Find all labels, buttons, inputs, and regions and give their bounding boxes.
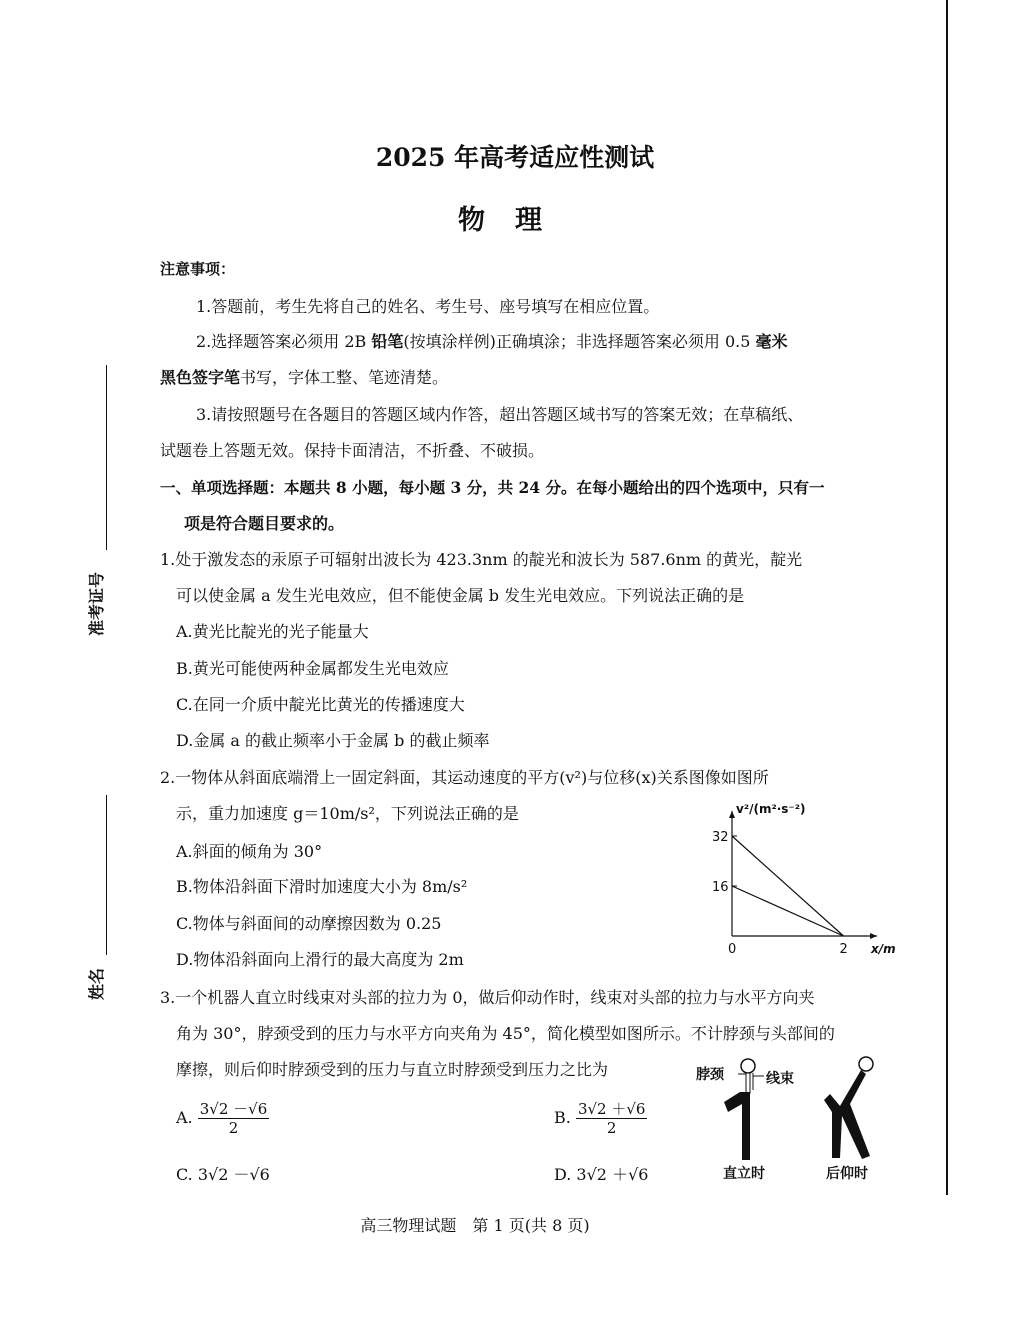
upright-head — [741, 1059, 755, 1073]
note-2a-pre: 2.选择题答案必须用 2B — [196, 332, 372, 351]
note-2b — [160, 367, 448, 389]
exam-title: 2025 年高考适应性测试 — [375, 143, 655, 172]
exam-no-label: 准考证号 — [87, 571, 106, 636]
x-axis-label: x/m — [871, 942, 896, 956]
q2-option-a: A.斜面的倾角为 30° — [176, 842, 323, 861]
series-line-2 — [732, 886, 844, 936]
note-3a: 3.请按照题号在各题目的答题区域内作答，超出答题区域书写的答案无效；在草稿纸、 — [196, 405, 804, 424]
note-2b-bold: 黑色签字笔 — [160, 368, 241, 387]
section1-line1: 一、单项选择题：本题共 8 小题，每小题 3 分，共 24 分。在每小题给出的四个选项中，只有一 — [160, 478, 825, 497]
subject-title: 物理 — [458, 205, 572, 236]
q3-stem-3: 摩擦，则后仰时脖颈受到的压力与直立时脖颈受到压力之比为 — [176, 1060, 609, 1079]
q2-option-d: D.物体沿斜面向上滑行的最大高度为 2m — [176, 950, 464, 969]
x-tick-label: 2 — [839, 942, 848, 957]
upright-body — [724, 1092, 750, 1160]
series-line-1 — [732, 836, 844, 936]
y-tick-label: 16 — [712, 880, 729, 895]
q1-stem-1: 1.处于激发态的汞原子可辐射出波长为 423.3nm 的靛光和波长为 587.6nm 的黄光，靛光 — [160, 550, 803, 569]
note-2a-mid: (按填涂样例)正确填涂；非选择题答案必须用 0.5 — [403, 332, 756, 351]
note-2b-rest: 书写，字体工整、笔迹清楚。 — [240, 368, 449, 387]
q3-option-d: D. 3√2 ＋√6 — [554, 1165, 649, 1184]
label-upright: 直立时 — [723, 1166, 765, 1182]
q1-stem-2: 可以使金属 a 发生光电效应，但不能使金属 b 发生光电效应。下列说法正确的是 — [176, 586, 745, 605]
q3-option-a-den: 2 — [228, 1119, 239, 1137]
robot-figure — [690, 1052, 890, 1187]
x-axis-arrow — [870, 933, 877, 939]
q3-option-a-num: 3√2 －√6 — [199, 1100, 268, 1118]
q3-option-a-fraction — [198, 1100, 270, 1137]
label-lean: 后仰时 — [826, 1166, 868, 1182]
q1-option-c: C.在同一介质中靛光比黄光的传播速度大 — [176, 695, 465, 714]
note-2a-bold1: 铅笔 — [371, 332, 404, 351]
section1-line2: 项是符合题目要求的。 — [184, 514, 345, 533]
lean-body — [824, 1070, 870, 1159]
q3-option-b-label: B. — [554, 1108, 571, 1127]
name-label: 姓名 — [87, 967, 106, 1000]
y-axis-arrow — [729, 811, 735, 818]
q1-option-a: A.黄光比靛光的光子能量大 — [176, 622, 369, 641]
q3-option-b — [554, 1100, 647, 1137]
q3-stem-2: 角为 30°，脖颈受到的压力与水平方向夹角为 45°，简化模型如图所示。不计脖颈与头部间的 — [176, 1024, 835, 1043]
y-tick-label: 32 — [712, 830, 729, 845]
q1-option-d: D.金属 a 的截止频率小于金属 b 的截止频率 — [176, 731, 490, 750]
v2-x-chart — [700, 798, 896, 958]
label-neck: 脖颈 — [696, 1067, 724, 1083]
right-border — [946, 0, 948, 1195]
y-axis-label: v²/(m²·s⁻²) — [736, 802, 806, 816]
name-underline — [106, 795, 107, 955]
q3-stem-1: 3.一个机器人直立时线束对头部的拉力为 0，做后仰动作时，线束对头部的拉力与水平方向夹 — [160, 988, 815, 1007]
q2-stem-1: 2.一物体从斜面底端滑上一固定斜面，其运动速度的平方(v²)与位移(x)关系图像如图所 — [160, 768, 769, 787]
note-2a — [196, 331, 788, 353]
q3-option-b-fraction — [576, 1100, 648, 1137]
label-cable: 线束 — [766, 1071, 794, 1087]
q3-option-a — [176, 1100, 269, 1137]
notes-heading: 注意事项： — [160, 260, 236, 278]
page-footer: 高三物理试题 第 1 页(共 8 页) — [360, 1216, 590, 1235]
q2-option-c: C.物体与斜面间的动摩擦因数为 0.25 — [176, 914, 442, 933]
q3-option-b-den: 2 — [606, 1119, 617, 1137]
lean-head — [859, 1057, 873, 1071]
x-tick-label: 0 — [728, 942, 737, 957]
q2-stem-2: 示，重力加速度 g＝10m/s²，下列说法正确的是 — [176, 804, 519, 823]
upright-neck — [746, 1073, 750, 1093]
exam-no-underline — [106, 365, 107, 550]
q3-option-a-label: A. — [176, 1108, 193, 1127]
q2-option-b: B.物体沿斜面下滑时加速度大小为 8m/s² — [176, 877, 468, 896]
note-1: 1.答题前，考生先将自己的姓名、考生号、座号填写在相应位置。 — [196, 297, 660, 316]
note-3b: 试题卷上答题无效。保持卡面清洁，不折叠、不破损。 — [160, 441, 545, 460]
q3-option-b-num: 3√2 ＋√6 — [577, 1100, 646, 1118]
note-2a-bold2: 毫米 — [755, 332, 788, 351]
q3-option-c: C. 3√2 －√6 — [176, 1165, 270, 1184]
q1-option-b: B.黄光可能使两种金属都发生光电效应 — [176, 659, 449, 678]
